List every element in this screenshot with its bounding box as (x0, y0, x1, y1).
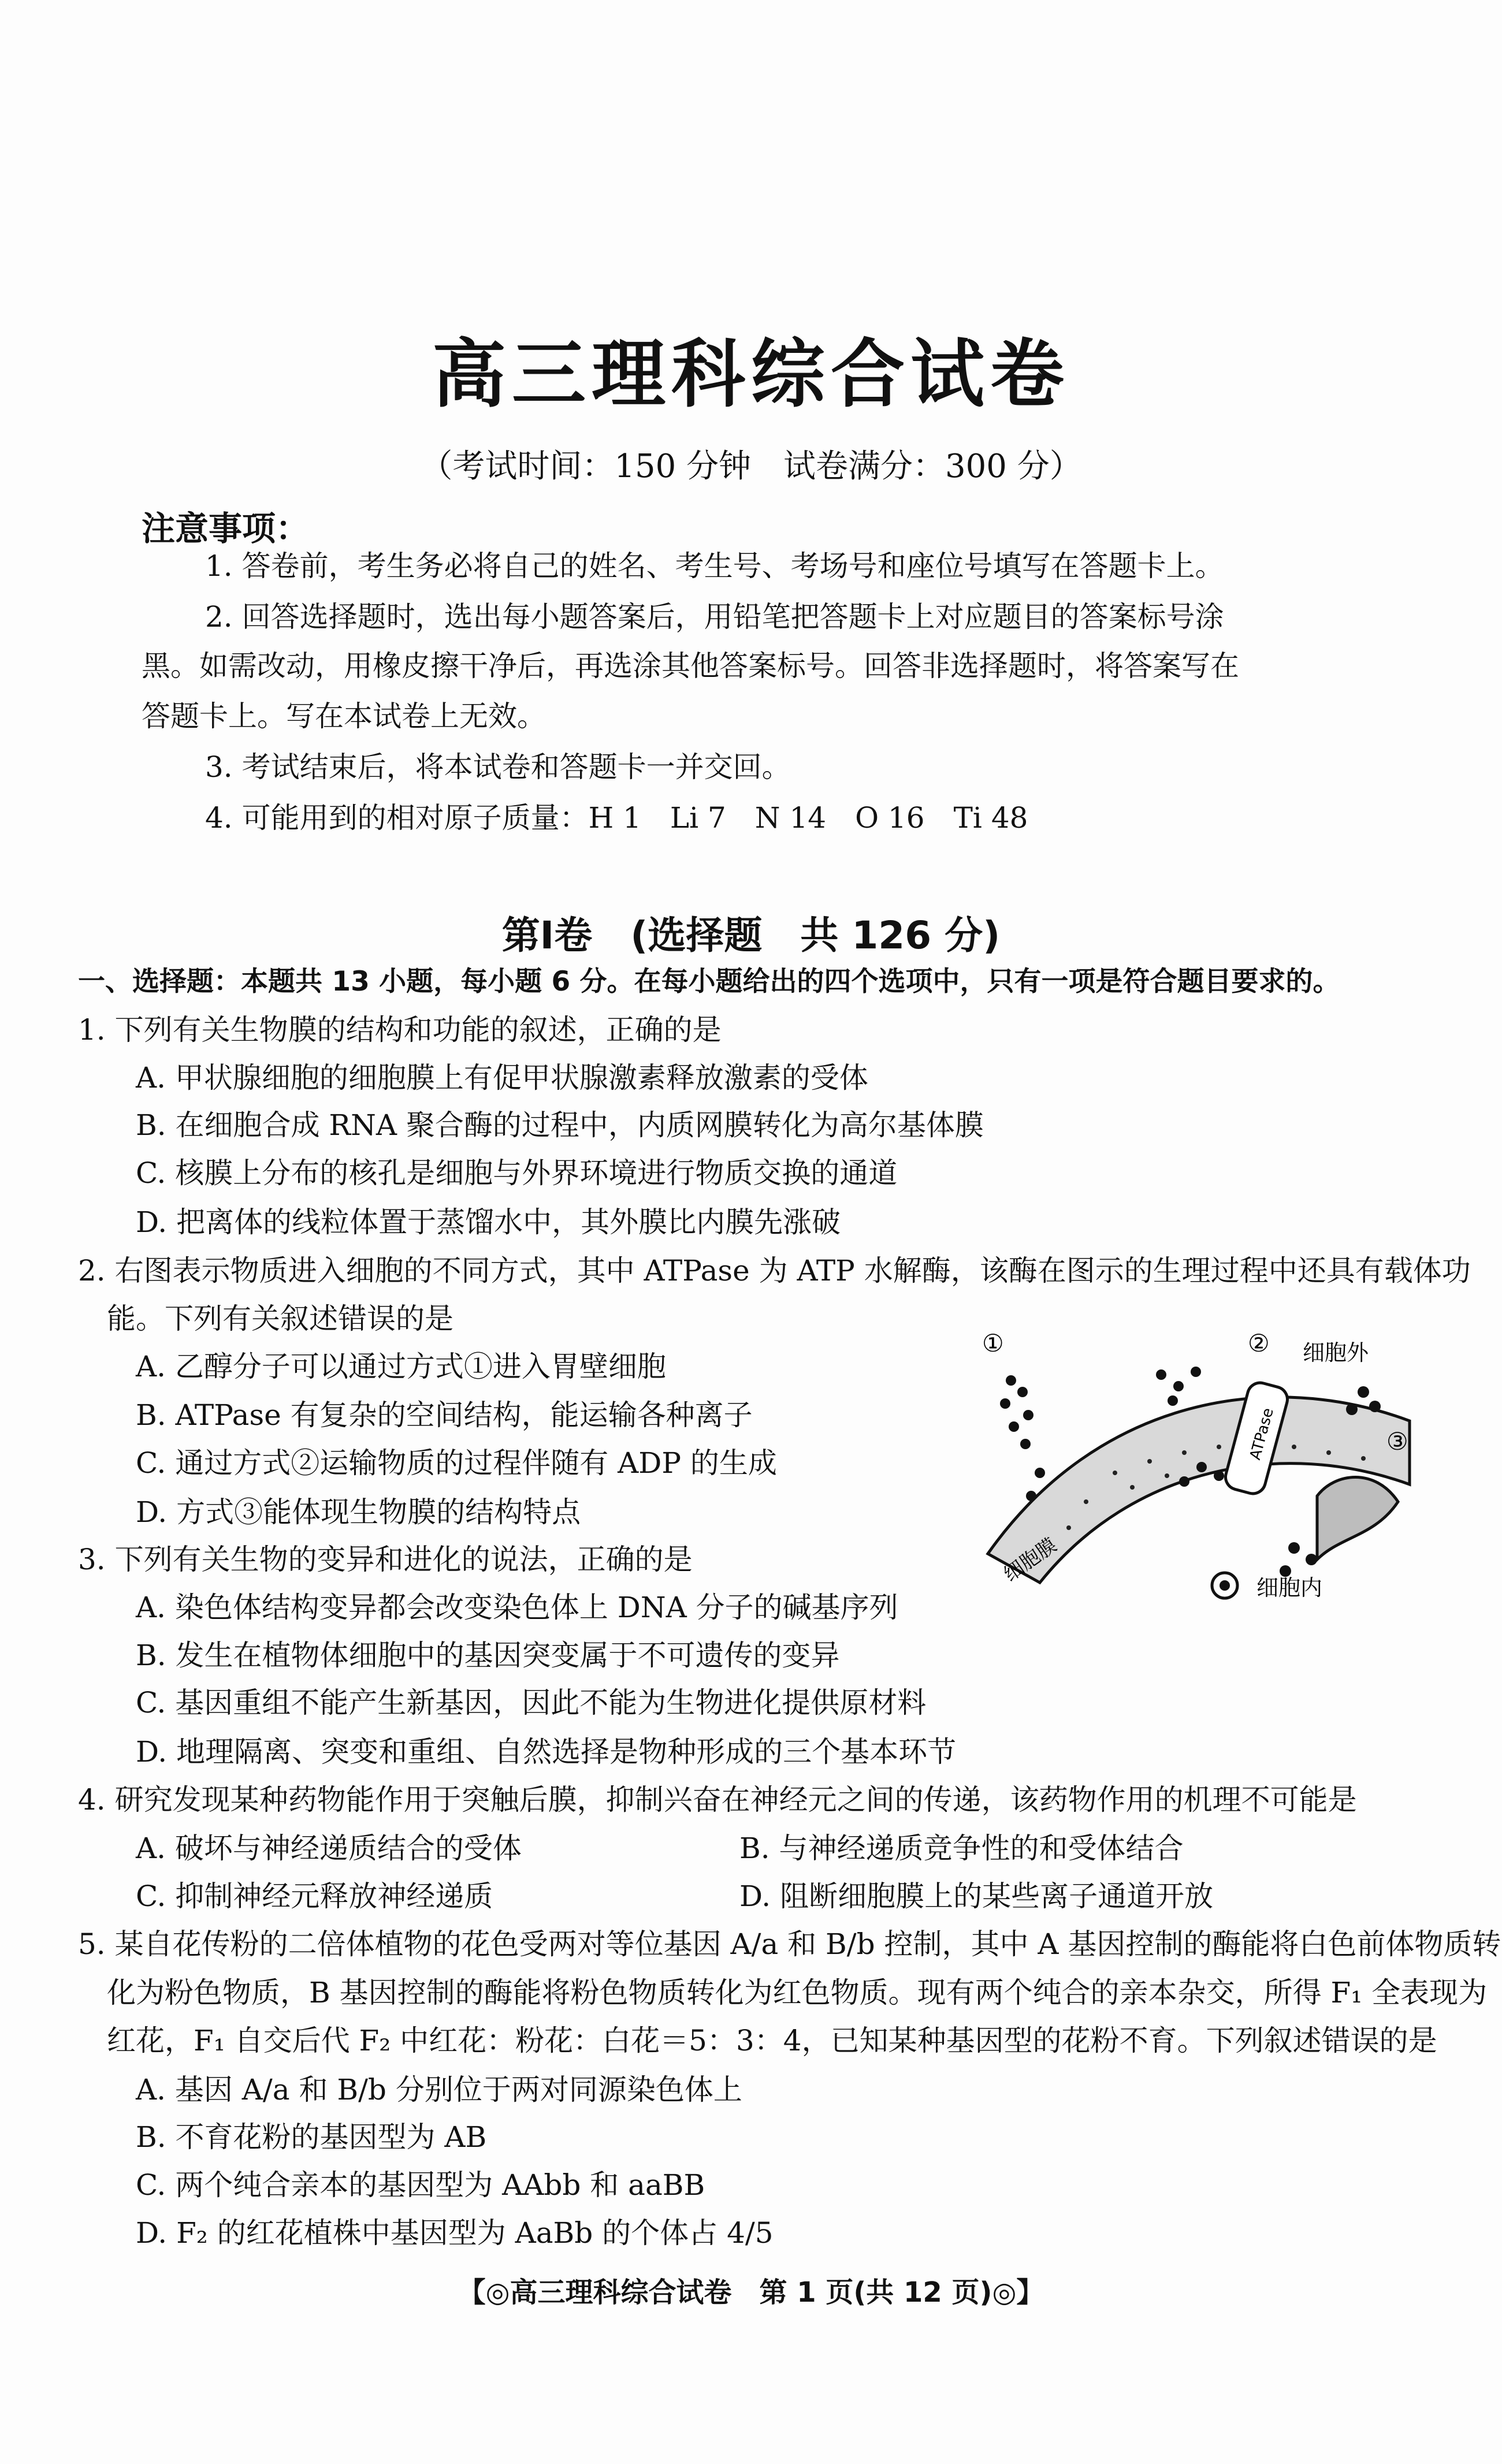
question-3-option-b: B. 发生在植物体细胞中的基因突变属于不可遗传的变异 (136, 1639, 840, 1672)
question-1-option-a: A. 甲状腺细胞的细胞膜上有促甲状腺激素释放激素的受体 (136, 1061, 868, 1095)
membrane-label: 细胞膜 (999, 1534, 1061, 1587)
question-2-stem-cont: 能。下列有关叙述错误的是 (107, 1302, 453, 1335)
atpase-label: ATPase (1247, 1406, 1277, 1462)
question-3-option-a: A. 染色体结构变异都会改变染色体上 DNA 分子的碱基序列 (136, 1591, 898, 1624)
notes-heading: 注意事项： (142, 509, 310, 548)
exam-time-subtitle: （考试时间：150 分钟 试卷满分：300 分） (420, 448, 1082, 485)
question-5-option-a: A. 基因 A/a 和 B/b 分别位于两对同源染色体上 (136, 2073, 742, 2106)
question-4-stem: 4. 研究发现某种药物能作用于突触后膜，抑制兴奋在神经元之间的传递，该药物作用的机理不可能是 (78, 1783, 1357, 1817)
section-instruction: 一、选择题：本题共 13 小题，每小题 6 分。在每小题给出的四个选项中，只有一项是符合题目要求的。 (78, 966, 1340, 997)
substance-dots-1 (1000, 1375, 1045, 1501)
outside-label: 细胞外 (1303, 1340, 1369, 1365)
note-line: 3. 考试结束后，将本试卷和答题卡一并交回。 (205, 750, 791, 784)
note-line: 2. 回答选择题时，选出每小题答案后，用铅笔把答题卡上对应题目的答案标号涂 (205, 600, 1224, 634)
mark-1: ① (982, 1329, 1004, 1357)
note-line: 答题卡上。写在本试卷上无效。 (142, 699, 546, 733)
question-2-option-b: B. ATPase 有复杂的空间结构，能运输各种离子 (136, 1398, 753, 1432)
inside-marker-inner (1220, 1580, 1230, 1591)
question-1-option-d: D. 把离体的线粒体置于蒸馏水中，其外膜比内膜先涨破 (136, 1205, 841, 1239)
note-line: 黑。如需改动，用橡皮擦干净后，再选涂其他答案标号。回答非选择题时，将答案写在 (142, 649, 1239, 683)
question-5-option-d: D. F₂ 的红花植株中基因型为 AaBb 的个体占 4/5 (136, 2216, 774, 2250)
question-5-stem-cont: 红花，F₁ 自交后代 F₂ 中红花：粉花：白花＝5：3：4，已知某种基因型的花粉不育。下列叙述错误的是 (107, 2024, 1437, 2057)
question-2-option-d: D. 方式③能体现生物膜的结构特点 (136, 1495, 581, 1529)
mark-2: ② (1248, 1329, 1270, 1357)
question-2-stem: 2. 右图表示物质进入细胞的不同方式，其中 ATPase 为 ATP 水解酶，该酶在图示的生理过程中还具有载体功 (78, 1254, 1471, 1287)
question-4-option-d: D. 阻断细胞膜上的某些离子通道开放 (739, 1879, 1214, 1913)
question-3-stem: 3. 下列有关生物的变异和进化的说法，正确的是 (78, 1543, 693, 1576)
page-footer: 【◎高三理科综合试卷 第 1 页(共 12 页)◎】 (458, 2276, 1044, 2309)
question-3-option-c: C. 基因重组不能产生新基因，因此不能为生物进化提供原材料 (136, 1686, 927, 1719)
question-2-option-c: C. 通过方式②运输物质的过程伴随有 ADP 的生成 (136, 1446, 777, 1480)
question-5-stem-cont: 化为粉色物质，B 基因控制的酶能将粉色物质转化为红色物质。现有两个纯合的亲本杂交，所得 F₁ 全表现为 (107, 1976, 1488, 2009)
page-title: 高三理科综合试卷 (432, 332, 1070, 418)
question-2-option-a: A. 乙醇分子可以通过方式①进入胃壁细胞 (136, 1350, 666, 1383)
question-4-option-a: A. 破坏与神经递质结合的受体 (136, 1832, 522, 1865)
question-5-option-c: C. 两个纯合亲本的基因型为 AAbb 和 aaBB (136, 2168, 705, 2202)
question-1-option-c: C. 核膜上分布的核孔是细胞与外界环境进行物质交换的通道 (136, 1156, 898, 1190)
question-4-option-b: B. 与神经递质竞争性的和受体结合 (739, 1832, 1184, 1865)
note-line: 1. 答卷前，考生务必将自己的姓名、考生号、考场号和座位号填写在答题卡上。 (205, 549, 1224, 583)
mark-3: ③ (1386, 1427, 1408, 1456)
question-3-option-d: D. 地理隔离、突变和重组、自然选择是物种形成的三个基本环节 (136, 1735, 957, 1769)
section-title: 第Ⅰ卷 (选择题 共 126 分) (501, 913, 1001, 958)
note-line: 4. 可能用到的相对原子质量：H 1 Li 7 N 14 O 16 Ti 48 (205, 801, 1028, 835)
vesicle (1317, 1477, 1398, 1560)
question-5-option-b: B. 不育花粉的基因型为 AB (136, 2120, 487, 2154)
question-1-stem: 1. 下列有关生物膜的结构和功能的叙述，正确的是 (78, 1013, 722, 1047)
question-5-stem: 5. 某自花传粉的二倍体植物的花色受两对等位基因 A/a 和 B/b 控制，其中 A 基因控制的酶能将白色前体物质转 (78, 1927, 1501, 1961)
question-1-option-b: B. 在细胞合成 RNA 聚合酶的过程中，内质网膜转化为高尔基体膜 (136, 1108, 984, 1142)
membrane-transport-diagram (971, 1328, 1421, 1606)
inside-label: 细胞内 (1256, 1575, 1323, 1601)
question-4-option-c: C. 抑制神经元释放神经递质 (136, 1879, 493, 1913)
